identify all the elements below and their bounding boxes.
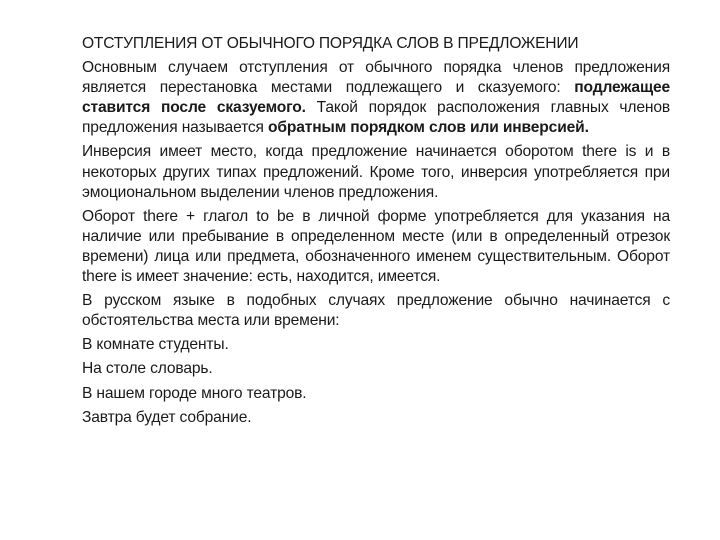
example-sentence: На столе словарь.: [82, 360, 213, 378]
paragraph-russian-comparison: В русском языке в подобных случаях предложение обычно начинается с обстоятельства места или времени:: [82, 292, 670, 330]
paragraph-inversion-usage: Инверсия имеет место, когда предложение начинается оборотом there is и в некоторых других типах предложений. Кроме того, инверсия употребляется при эмоциональном выделении членов предложения.: [82, 143, 670, 201]
paragraph-text: Такой порядок расположения главных членов предложения называется: [82, 99, 670, 137]
paragraph-inversion-definition: [82, 58, 670, 138]
slide-content: [82, 34, 670, 432]
paragraph-text: Основным случаем отступления от обычного порядка членов предложения является перестановка местами подлежащего и сказуемого:: [82, 59, 670, 97]
paragraph-there-is-construction: Оборот there + глагол to be в личной форме употребляется для указания на наличие или пребывание в определенном месте (или в определенный отрезок времени) лица или предмета, обозначенного именем существительным. Оборот there is имеет значение: есть, находится, имеется.: [82, 207, 670, 286]
slide-title: ОТСТУПЛЕНИЯ ОТ ОБЫЧНОГО ПОРЯДКА СЛОВ В ПРЕДЛОЖЕНИИ: [82, 35, 579, 52]
example-sentence: Завтра будет собрание.: [82, 408, 252, 426]
bold-phrase-subject-after-predicate: подлежащее ставится после сказуемого.: [82, 79, 670, 117]
example-sentence: В комнате студенты.: [82, 336, 229, 354]
example-sentence: В нашем городе много театров.: [82, 384, 307, 402]
bold-phrase-inversion: обратным порядком слов или инверсией.: [268, 119, 589, 137]
